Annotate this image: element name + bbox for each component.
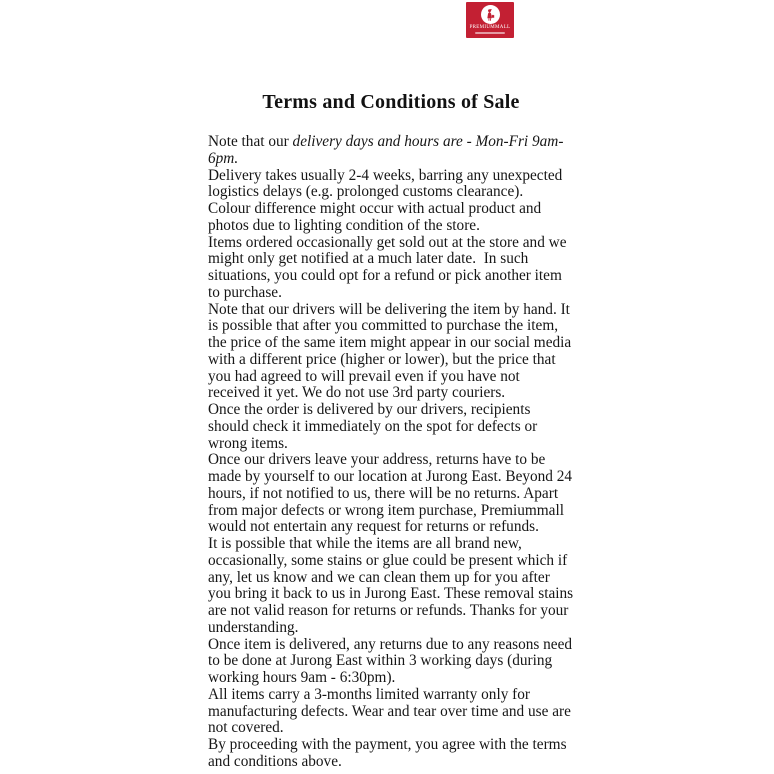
text-run: Once item is delivered, any returns due to any reasons need to be done at Jurong East within 3 working days (during working hours 9am - 6:30pm).: [208, 635, 576, 686]
text-run: Delivery takes usually 2-4 weeks, barring any unexpected logistics delays (e.g. prolonged customs clearance).: [208, 166, 567, 201]
logo-brand-text: PREMIUMMALL: [469, 25, 511, 30]
terms-body: [208, 133, 577, 771]
terms-paragraph: [208, 201, 574, 235]
text-run: Note that our drivers will be delivering the item by hand. It is possible that after you committed to purchase the item, the price of the same item might appear in our social media with a different price (higher or lower), but the price that you had agreed to will prevail even if you have not received it yet. We do not use 3rd party couriers.: [208, 300, 576, 402]
text-run: All items carry a 3-months limited warranty only for manufacturing defects. Wear and tear over time and use are not covered.: [208, 685, 575, 737]
logo-tagline: [475, 32, 505, 34]
italic-text-run: delivery days and hours are - Mon-Fri 9am-6pm.: [208, 133, 564, 167]
document-column: [208, 91, 577, 771]
text-run: Once our drivers leave your address, returns have to be made by yourself to our location at Jurong East. Beyond 24 hours, if not notified to us, there will be no returns. Apart from major defects or wrong item purchase, Premiummall would not entertain any request for returns or refunds.: [208, 451, 576, 536]
terms-paragraph: [208, 168, 574, 202]
terms-paragraph: [208, 235, 574, 302]
woman-shopper-silhouette-icon: [483, 8, 497, 22]
logo-circle: [481, 5, 500, 24]
terms-paragraph: [208, 687, 574, 737]
terms-paragraph: [208, 134, 574, 168]
text-run: It is possible that while the items are all brand new, occasionally, some stains or glue could be present which if any, let us know and we can clean them up for you after you bring it back to us in Jurong East. These removal stains are not valid reason for returns or refunds. Thanks for your understanding.: [208, 535, 577, 636]
terms-paragraph: [208, 402, 574, 452]
terms-paragraph: [208, 637, 574, 687]
text-run: Once the order is delivered by our drivers, recipients should check it immediately on the spot for defects or wrong items.: [208, 401, 542, 452]
text-run: By proceeding with the payment, you agree with the terms and conditions above.: [208, 736, 571, 770]
terms-paragraph: [208, 452, 574, 536]
premiummall-logo: [466, 2, 514, 38]
terms-paragraph: [208, 302, 574, 403]
text-run: Note that our: [208, 133, 293, 150]
text-run: Colour difference might occur with actual product and photos due to lighting condition of the store.: [208, 200, 545, 234]
text-run: Items ordered occasionally get sold out at the store and we might only get notified at a much later date. In such situations, you could opt for a refund or pick another item to purchase.: [208, 233, 571, 301]
terms-paragraph: [208, 737, 574, 771]
page-title: Terms and Conditions of Sale: [262, 91, 520, 113]
terms-paragraph: [208, 535, 577, 637]
